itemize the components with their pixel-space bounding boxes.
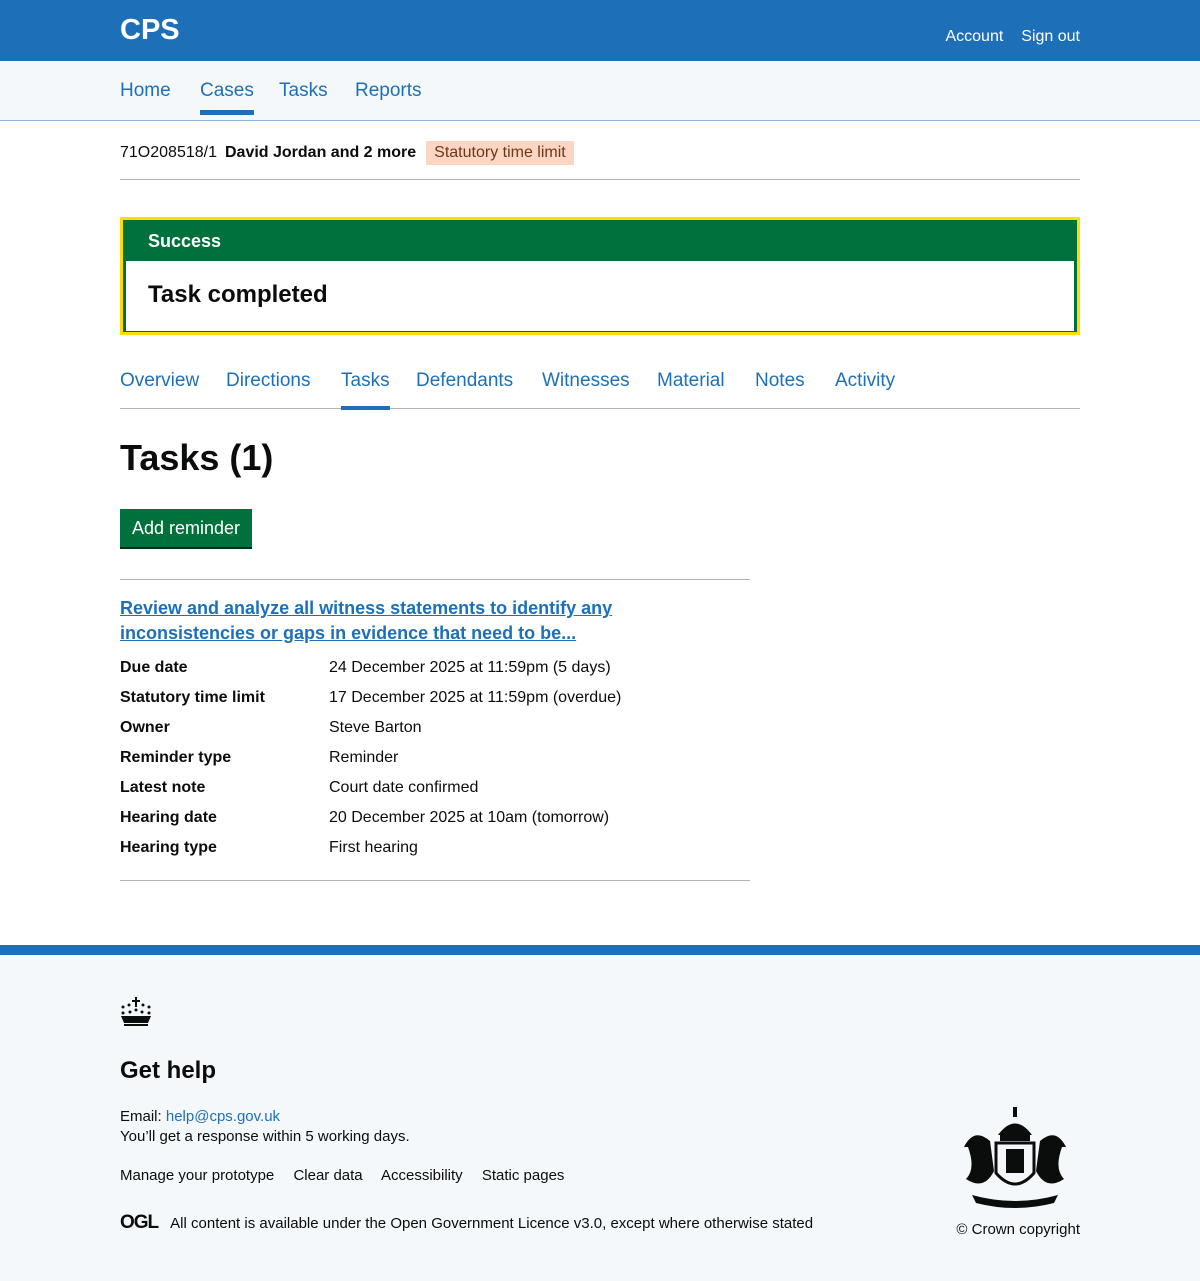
detail-value: Reminder [329, 749, 399, 766]
help-text [120, 1107, 410, 1147]
case-tabs [120, 368, 1080, 409]
nav-home[interactable]: Home [120, 80, 171, 101]
divider [120, 179, 1080, 180]
detail-value: First hearing [329, 839, 418, 856]
task-detail-row [120, 688, 750, 718]
email-label: Email: [120, 1108, 162, 1125]
detail-key: Hearing date [120, 809, 217, 826]
task-list-item [120, 579, 750, 881]
tab-directions[interactable]: Directions [226, 370, 311, 391]
footer [0, 945, 1200, 1281]
footer-heading: Get help [120, 1057, 217, 1084]
email-link[interactable]: help@cps.gov.uk [165, 1108, 281, 1125]
task-detail-row [120, 658, 750, 688]
crown-icon [120, 997, 152, 1027]
success-banner [120, 217, 1080, 335]
case-defendants: David Jordan and 2 more [224, 144, 417, 161]
detail-value: 17 December 2025 at 11:59pm (overdue) [329, 689, 622, 706]
licence-link[interactable]: Open Government Licence v3.0 [390, 1214, 603, 1232]
add-reminder-button[interactable]: Add reminder [120, 509, 252, 547]
case-urn: 71O208518/1 [120, 144, 217, 161]
royal-coat-of-arms-icon [956, 1107, 1074, 1209]
task-detail-row [120, 838, 750, 868]
detail-key: Latest note [120, 779, 206, 796]
ogl-logo: OGL [120, 1212, 159, 1233]
banner-message: Task completed [126, 261, 1074, 331]
accessibility-link[interactable]: Accessibility [381, 1167, 463, 1184]
response-text: You’ll get a response within 5 working days. [120, 1128, 410, 1145]
detail-value: Steve Barton [329, 719, 422, 736]
page-title: Tasks (1) [120, 437, 274, 478]
tab-overview[interactable]: Overview [120, 370, 200, 391]
sign-out-link[interactable]: Sign out [1021, 28, 1080, 45]
header [0, 0, 1200, 61]
logo[interactable]: CPS [120, 14, 180, 46]
detail-value: 24 December 2025 at 11:59pm (5 days) [329, 659, 611, 676]
clear-data-link[interactable]: Clear data [293, 1167, 363, 1184]
detail-key: Hearing type [120, 839, 217, 856]
detail-value: Court date confirmed [329, 779, 479, 796]
task-title-link[interactable]: Review and analyze all witness statements to identify any inconsistencies or gaps in evidence that need to be... [120, 598, 613, 643]
task-detail-row [120, 718, 750, 748]
detail-key: Owner [120, 719, 170, 736]
nav-tasks[interactable]: Tasks [279, 80, 328, 101]
nav-cases[interactable]: Cases [200, 80, 254, 115]
licence [120, 1212, 813, 1234]
detail-key: Due date [120, 659, 188, 676]
licence-text: All content is available under the [170, 1214, 387, 1232]
manage-prototype-link[interactable]: Manage your prototype [120, 1167, 275, 1184]
static-pages-link[interactable]: Static pages [481, 1167, 565, 1184]
task-detail-row [120, 808, 750, 838]
footer-links [120, 1167, 579, 1184]
licence-text-end: , except where otherwise stated [602, 1214, 814, 1232]
statutory-time-limit-tag: Statutory time limit [426, 141, 574, 165]
nav-reports[interactable]: Reports [355, 80, 422, 101]
service-navigation [0, 61, 1200, 121]
tab-tasks[interactable]: Tasks [341, 370, 390, 410]
tab-defendants[interactable]: Defendants [416, 370, 514, 391]
detail-key: Reminder type [120, 749, 232, 766]
tab-activity[interactable]: Activity [835, 370, 896, 391]
tab-witnesses[interactable]: Witnesses [542, 370, 630, 391]
detail-value: 20 December 2025 at 10am (tomorrow) [329, 809, 610, 826]
case-summary [120, 141, 1080, 165]
task-detail-row [120, 748, 750, 778]
account-link[interactable]: Account [945, 28, 1004, 45]
crown-copyright-link[interactable]: © Crown copyright [956, 1221, 1080, 1238]
detail-key: Statutory time limit [120, 689, 265, 706]
banner-title: Success [148, 231, 222, 251]
tab-material[interactable]: Material [657, 370, 725, 391]
tab-notes[interactable]: Notes [755, 370, 805, 391]
task-detail-row [120, 778, 750, 808]
